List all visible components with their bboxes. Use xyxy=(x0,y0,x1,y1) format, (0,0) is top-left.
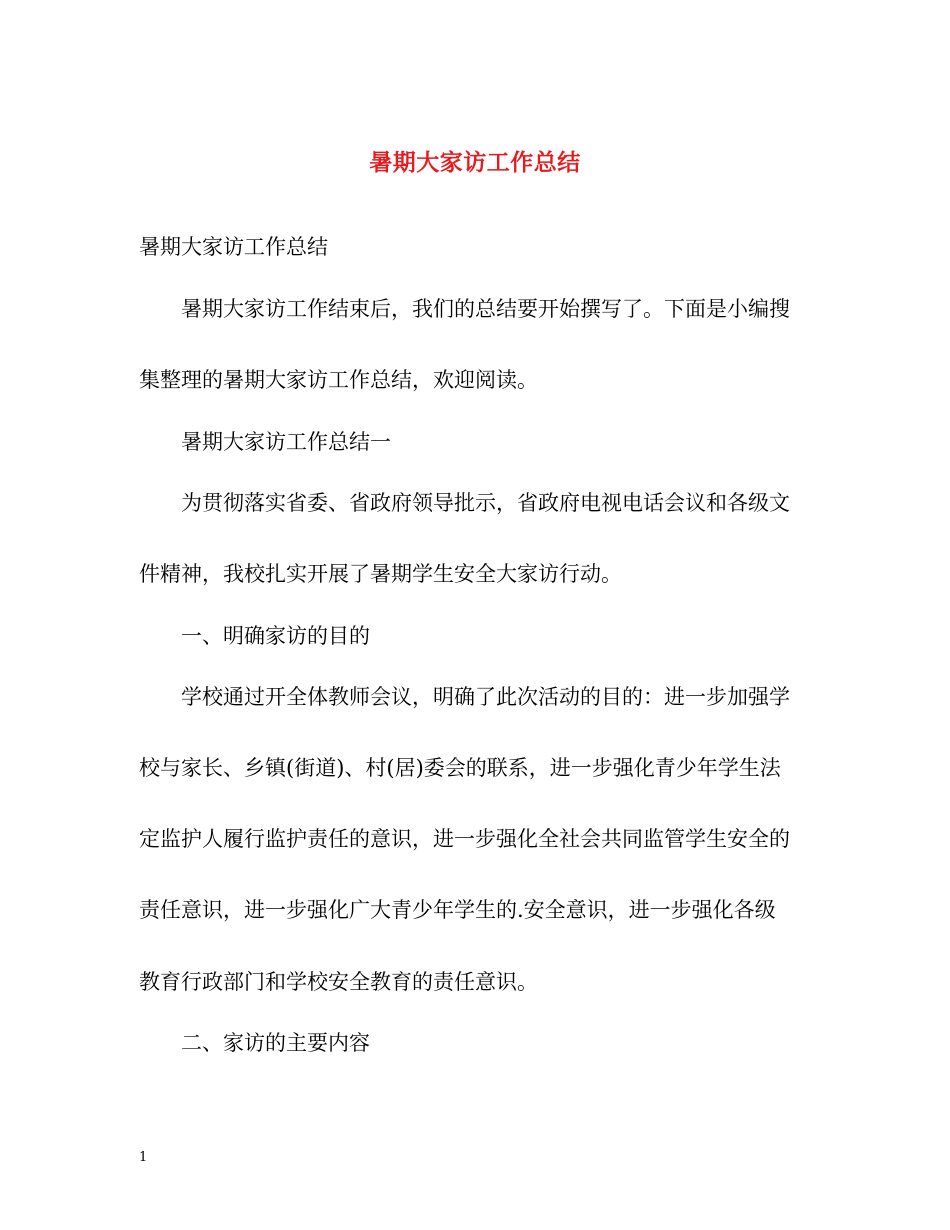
subtitle-line: 暑期大家访工作总结 xyxy=(139,235,328,259)
paragraph-line: 教育行政部门和学校安全教育的责任意识。 xyxy=(139,970,538,994)
paragraph-line: 集整理的暑期大家访工作总结，欢迎阅读。 xyxy=(139,368,538,392)
paragraph-line: 责任意识，进一步强化广大青少年学生的.安全意识，进一步强化各级 xyxy=(139,898,776,922)
paragraph-line: 定监护人履行监护责任的意识，进一步强化全社会共同监管学生安全的 xyxy=(139,827,790,851)
page-number: 1 xyxy=(139,1150,148,1165)
document-title: 暑期大家访工作总结 xyxy=(369,149,581,176)
section-heading: 暑期大家访工作总结一 xyxy=(181,430,391,454)
section-heading: 二、家访的主要内容 xyxy=(181,1031,370,1055)
paragraph-line: 件精神，我校扎实开展了暑期学生安全大家访行动。 xyxy=(139,562,622,586)
paragraph-line: 校与家长、乡镇(街道)、村(居)委会的联系，进一步强化青少年学生法 xyxy=(139,756,781,780)
paragraph-line: 学校通过开全体教师会议，明确了此次活动的目的：进一步加强学 xyxy=(181,685,790,709)
section-heading: 一、明确家访的目的 xyxy=(181,624,370,648)
paragraph-line: 暑期大家访工作结束后，我们的总结要开始撰写了。下面是小编搜 xyxy=(181,297,790,321)
paragraph-line: 为贯彻落实省委、省政府领导批示，省政府电视电话会议和各级文 xyxy=(181,491,790,515)
